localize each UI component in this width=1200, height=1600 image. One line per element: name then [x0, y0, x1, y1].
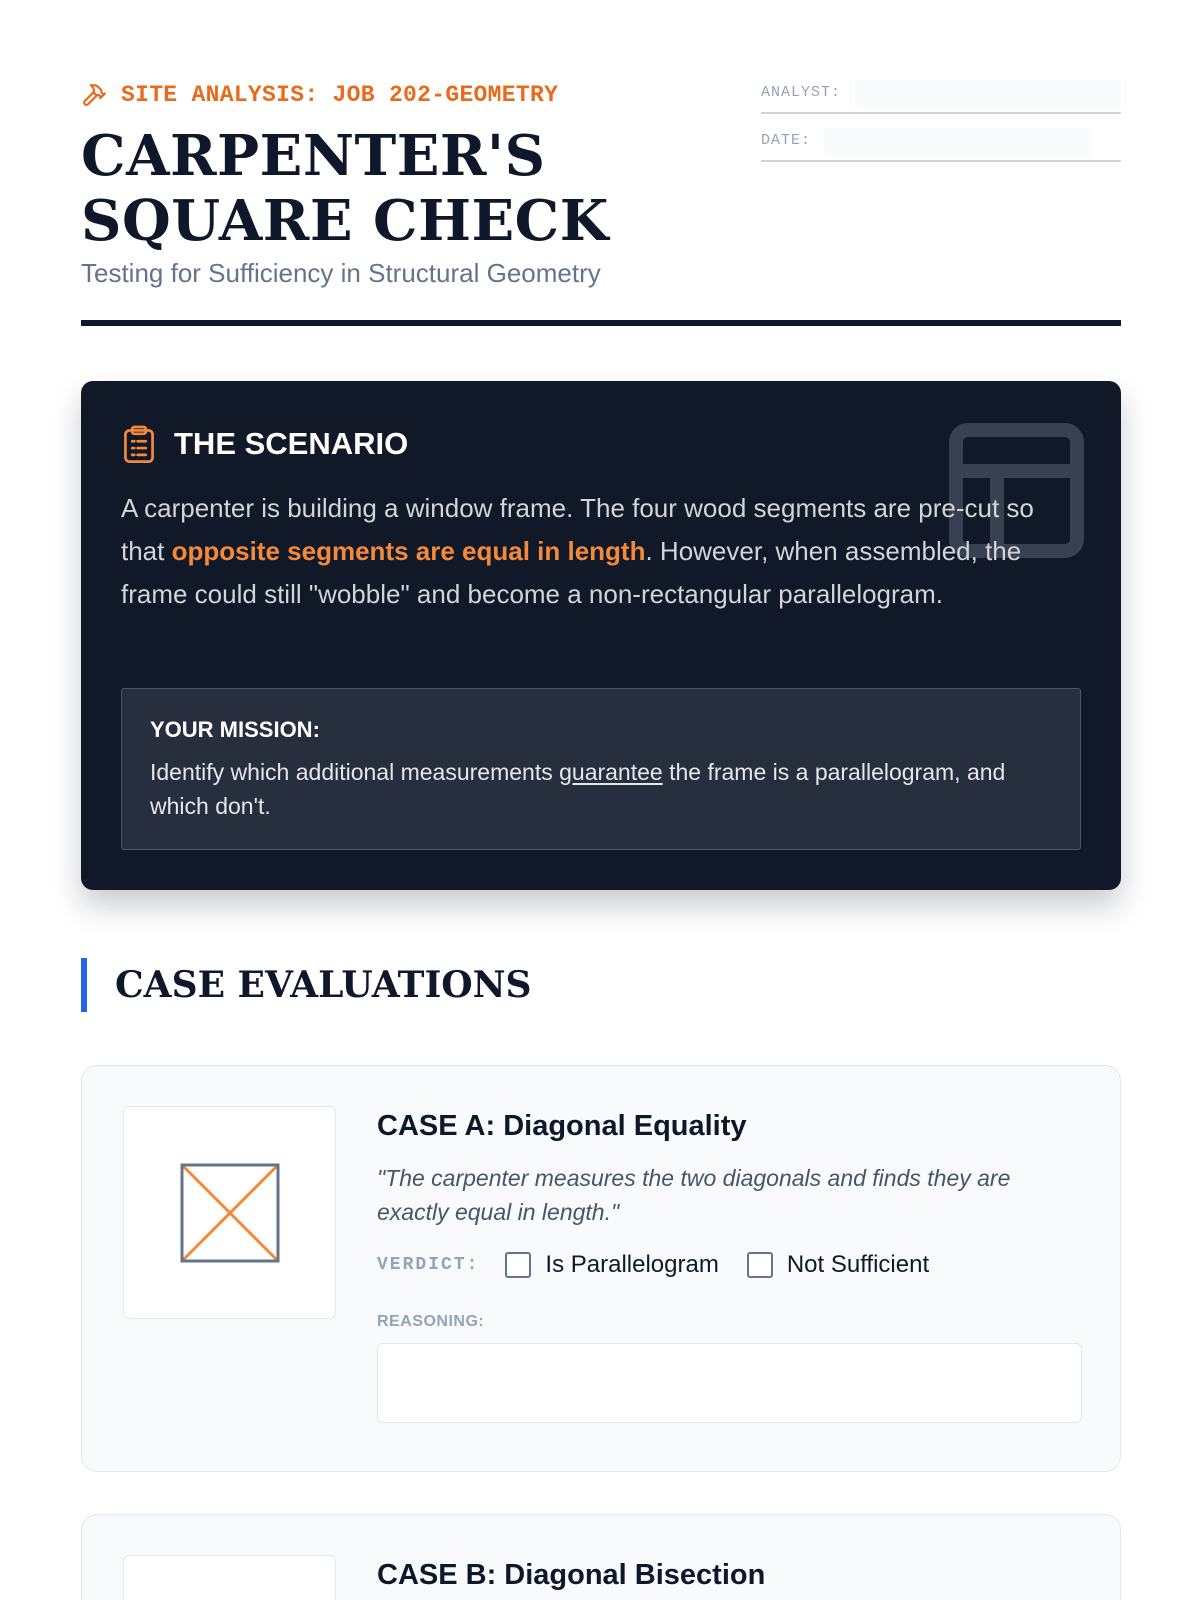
mission-emphasis: guarantee: [559, 759, 663, 785]
date-row: [761, 128, 1121, 162]
date-field[interactable]: [824, 128, 1091, 156]
reasoning-label: REASONING:: [377, 1313, 485, 1330]
clipboard-icon: [122, 425, 156, 463]
case-a-body: [377, 1110, 1082, 1423]
rectangle-diagonals-icon: [180, 1163, 280, 1263]
date-label: DATE:: [761, 132, 812, 149]
worksheet-meta-fields: [761, 80, 1121, 176]
page-title: CARPENTER'S SQUARE CHECK: [81, 123, 609, 254]
site-analysis-kicker: [81, 82, 558, 108]
case-b-body: [377, 1559, 1082, 1592]
scenario-card: [81, 381, 1121, 890]
checkbox-is-parallelogram[interactable]: [505, 1252, 531, 1278]
scenario-text-end: . However, when assembled, the frame could still "wobble" and become a non-rectangular parallelogram.: [121, 536, 1022, 609]
page-header: [81, 78, 1121, 328]
mission-label: YOUR MISSION:: [150, 717, 320, 742]
scenario-title: THE SCENARIO: [174, 426, 409, 461]
case-b-figure: [123, 1555, 336, 1600]
case-a-quote: "The carpenter measures the two diagonals and finds they are exactly equal in length.": [377, 1165, 1011, 1225]
scenario-heading: [122, 425, 408, 463]
checkbox-not-sufficient[interactable]: [747, 1252, 773, 1278]
page-subtitle: Testing for Sufficiency in Structural Geometry: [81, 258, 601, 288]
analyst-row: [761, 80, 1121, 114]
mission-text-end: the frame is a parallelogram, and which don't.: [150, 759, 1006, 819]
case-a-title: CASE A: Diagonal Equality: [377, 1110, 747, 1142]
case-b-title: CASE B: Diagonal Bisection: [377, 1559, 766, 1591]
hammer-icon: [81, 82, 107, 108]
case-card-b: [81, 1514, 1121, 1600]
reasoning-field[interactable]: [377, 1343, 1082, 1423]
option-is-parallelogram-label: Is Parallelogram: [545, 1251, 719, 1278]
case-a-figure: [123, 1106, 336, 1319]
scenario-text-start: A carpenter is building a window frame. The four wood segments are pre-cut so that: [121, 493, 1034, 566]
mission-box: [121, 688, 1081, 850]
verdict-label: VERDICT:: [377, 1255, 480, 1275]
section-title: CASE EVALUATIONS: [115, 964, 532, 1006]
mission-text-start: Identify which additional measurements: [150, 759, 560, 785]
case-card-a: [81, 1065, 1121, 1472]
kicker-text: SITE ANALYSIS: JOB 202-GEOMETRY: [121, 82, 559, 108]
analyst-label: ANALYST:: [761, 84, 842, 101]
option-is-parallelogram[interactable]: [505, 1251, 718, 1279]
header-divider: [81, 320, 1121, 326]
case-evaluations-heading: [81, 958, 532, 1012]
mission-text: [150, 755, 1052, 823]
scenario-description: [121, 487, 1071, 616]
option-not-sufficient-label: Not Sufficient: [786, 1251, 930, 1278]
analyst-field[interactable]: [855, 80, 1121, 108]
case-a-verdict: [377, 1247, 1082, 1283]
option-not-sufficient[interactable]: [747, 1251, 929, 1279]
scenario-highlight: opposite segments are equal in length: [171, 536, 646, 566]
